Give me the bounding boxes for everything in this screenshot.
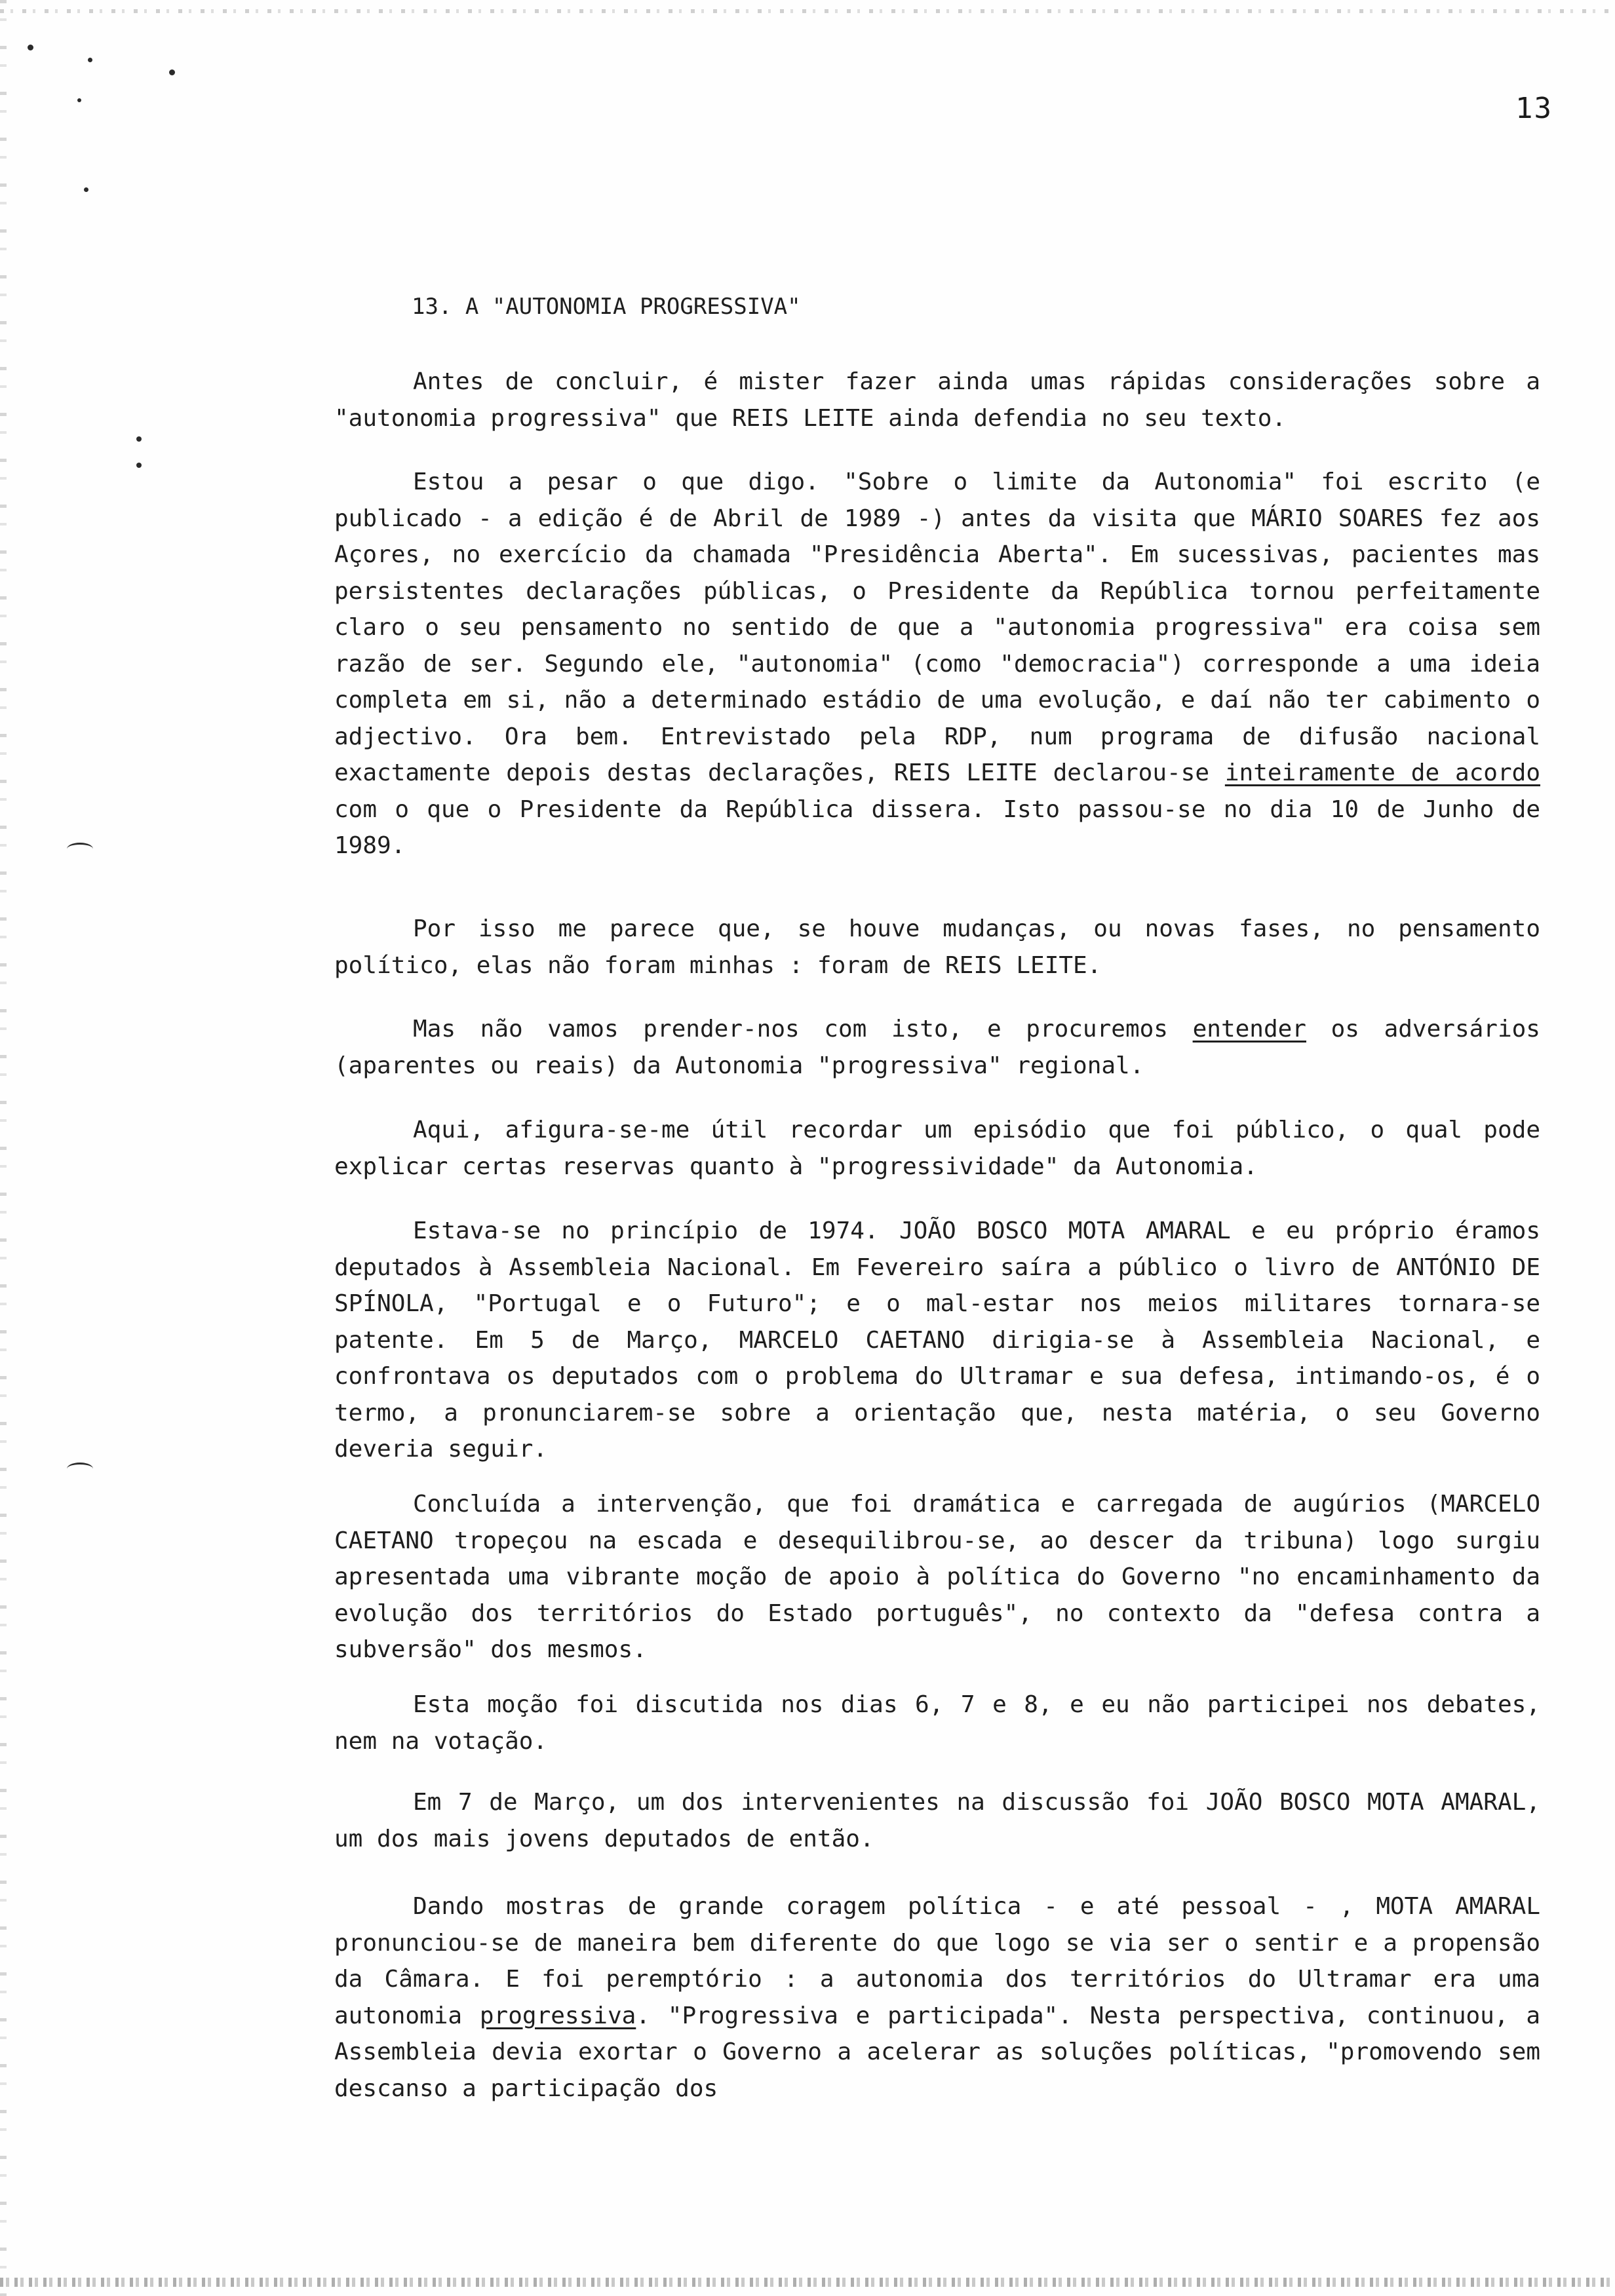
paragraph-text: Mas não vamos prender-nos com isto, e procuremos bbox=[413, 1016, 1193, 1043]
paragraph: Concluída a intervenção, que foi dramática e carregada de augúrios (MARCELO CAETANO tropeçou na escada e desequilibrou-se, ao descer da tribuna) logo surgiu apresentada uma vibrante moção de apoio à política do Governo "no encaminhamento da evolução dos territórios do Estado português", no contexto da "defesa contra a subversão" dos mesmos. bbox=[334, 1491, 1540, 1663]
paragraph: Estava-se no princípio de 1974. JOÃO BOSCO MOTA AMARAL e eu próprio éramos deputados à Assembleia Nacional. Em Fevereiro saíra a público o livro de ANTÓNIO DE SPÍNOLA, "Portugal e o Futuro"; e o mal-estar nos meios militares tornara-se patente. Em 5 de Março, MARCELO CAETANO dirigia-se à Assembleia Nacional, e confrontava os deputados com o problema do Ultramar e sua defesa, intimando-os, é o termo, a pronunciarem-se sobre a orientação que, nesta matéria, o seu Governo deveria seguir. bbox=[334, 1217, 1540, 1463]
scan-speck bbox=[136, 463, 142, 468]
paragraph-text: os adversários (aparentes ou reais) da Autonomia "progressiva" regional. bbox=[334, 1016, 1540, 1079]
page-number: 13 bbox=[1515, 92, 1553, 125]
margin-mark bbox=[67, 843, 93, 855]
paragraph: Esta moção foi discutida nos dias 6, 7 e 8, e eu não participei nos debates, nem na votação. bbox=[334, 1691, 1540, 1755]
paragraph: Por isso me parece que, se houve mudanças, ou novas fases, no pensamento político, elas não foram minhas : foram de REIS LEITE. bbox=[334, 915, 1540, 979]
underlined-text: progressiva bbox=[479, 2002, 636, 2029]
margin-mark bbox=[67, 1463, 93, 1475]
paragraph-text: Estou a pesar o que digo. "Sobre o limite da Autonomia" foi escrito (e publicado - a edição é de Abril de 1989 -) antes da visita que MÁRIO SOARES fez aos Açores, no exercício da chamada "Presidência Aberta". Em sucessivas, pacientes mas persistentes declarações públicas, o Presidente da República tornou perfeitamente claro o seu pensamento no sentido de que a "autonomia progressiva" era coisa sem razão de ser. Segundo ele, "autonomia" (como "democracia") corresponde a uma ideia completa em si, não a determinado estádio de uma evolução, e daí não ter cabimento o adjectivo. Ora bem. Entrevistado pela RDP, num programa de difusão nacional exactamente depois destas declarações, REIS LEITE declarou-se bbox=[334, 469, 1540, 786]
paragraph-text: . "Progressiva e participada". Nesta perspectiva, continuou, a Assembleia devia exortar o Governo a acelerar as soluções políticas, "promovendo sem descanso a participação dos bbox=[334, 2002, 1540, 2102]
paragraph bbox=[334, 464, 1540, 864]
scan-speck bbox=[84, 187, 88, 192]
scan-edge-top bbox=[0, 9, 1615, 13]
underlined-text: inteiramente de acordo bbox=[1224, 759, 1540, 786]
paragraph: Antes de concluir, é mister fazer ainda umas rápidas considerações sobre a "autonomia progressiva" que REIS LEITE ainda defendia no seu texto. bbox=[334, 368, 1540, 432]
scan-speck bbox=[28, 45, 33, 50]
scan-speck bbox=[169, 69, 175, 75]
underlined-text: entender bbox=[1192, 1016, 1306, 1043]
scan-speck bbox=[77, 98, 81, 102]
scan-speck bbox=[136, 436, 142, 442]
paragraph: Aqui, afigura-se-me útil recordar um episódio que foi público, o qual pode explicar certas reservas quanto à "progressividade" da Autonomia. bbox=[334, 1117, 1540, 1180]
section-heading: 13. A "AUTONOMIA PROGRESSIVA" bbox=[412, 294, 801, 320]
paragraph-text: com o que o Presidente da República dissera. Isto passou-se no dia 10 de Junho de 1989. bbox=[334, 795, 1540, 859]
paragraph-text: Dando mostras de grande coragem política - e até pessoal - , MOTA AMARAL pronunciou-se de maneira bem diferente do que logo se via ser o sentir e a propensão da Câmara. E foi peremptório : a autonomia dos territórios do Ultramar era uma autonomia bbox=[334, 1893, 1540, 2029]
scan-speck bbox=[88, 58, 92, 62]
scan-edge-left bbox=[0, 0, 7, 2296]
paragraph bbox=[334, 1888, 1540, 2107]
scan-edge-bottom bbox=[0, 2278, 1615, 2287]
paragraph: Em 7 de Março, um dos intervenientes na discussão foi JOÃO BOSCO MOTA AMARAL, um dos mais jovens deputados de então. bbox=[334, 1789, 1540, 1852]
paragraph bbox=[334, 1011, 1540, 1084]
